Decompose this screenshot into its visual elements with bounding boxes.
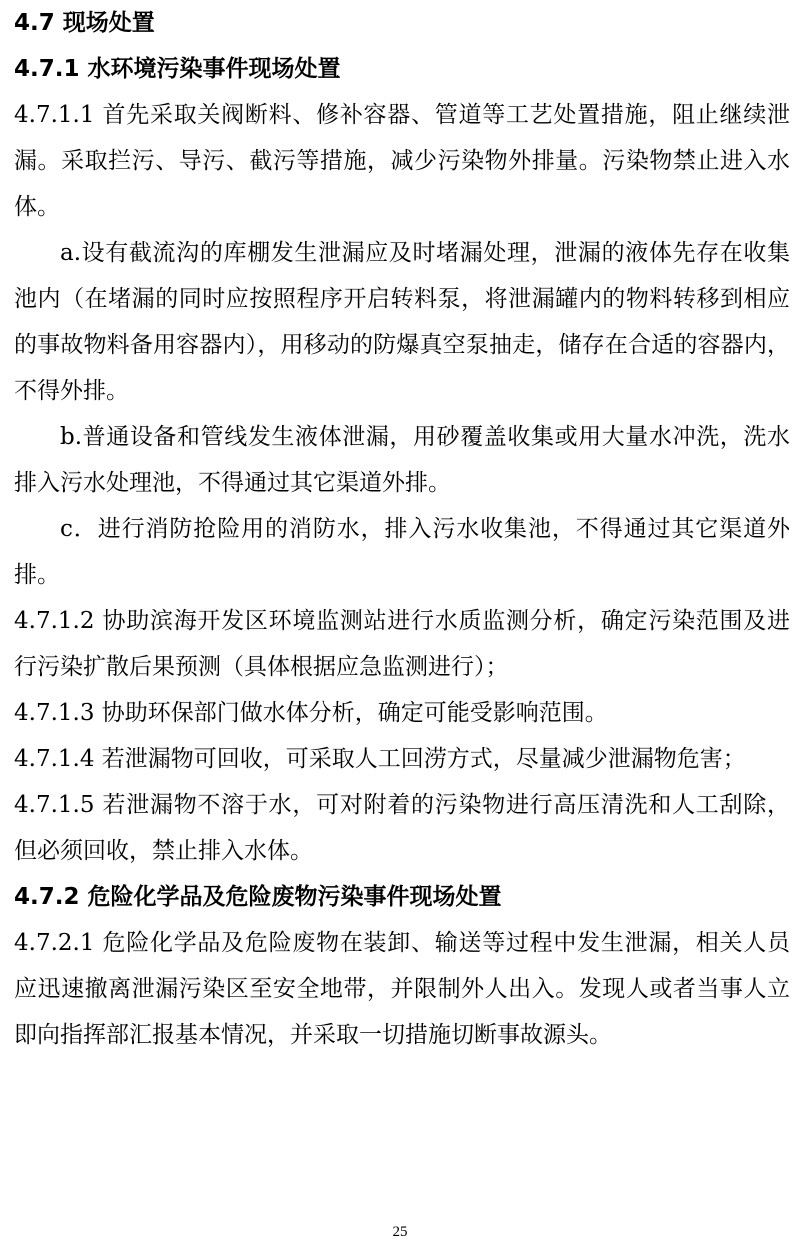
section-heading-4-7-2: 4.7.2 危险化学品及危险废物污染事件现场处置 xyxy=(14,884,502,910)
paragraph-4-7-1-3: 4.7.1.3 协助环保部门做水体分析，确定可能受影响范围。 xyxy=(14,700,608,726)
paragraph-item-a: a.设有截流沟的库棚发生泄漏应及时堵漏处理，泄漏的液体先存在收集池内（在堵漏的同时应按照程序开启转料泵，将泄漏罐内的物料转移到相应的事故物料备用容器内），用移动的防爆真空泵抽走，储存在合适的容器内，不得外排。 xyxy=(14,240,790,404)
page-number: 25 xyxy=(392,1224,408,1240)
paragraph-4-7-1-2: 4.7.1.2 协助滨海开发区环境监测站进行水质监测分析，确定污染范围及进行污染扩散后果预测（具体根据应急监测进行）； xyxy=(14,608,790,680)
paragraph-4-7-2-1: 4.7.2.1 危险化学品及危险废物在装卸、输送等过程中发生泄漏，相关人员应迅速撤离泄漏污染区至安全地带，并限制外人出入。发现人或者当事人立即向指挥部汇报基本情况，并采取一切措施切断事故源头。 xyxy=(14,930,790,1048)
paragraph-4-7-1-4: 4.7.1.4 若泄漏物可回收，可采取人工回涝方式，尽量减少泄漏物危害； xyxy=(14,746,746,772)
paragraph-4-7-1-5: 4.7.1.5 若泄漏物不溶于水，可对附着的污染物进行高压清洗和人工刮除，但必须回收，禁止排入水体。 xyxy=(14,792,790,864)
paragraph-item-c: c．进行消防抢险用的消防水，排入污水收集池，不得通过其它渠道外排。 xyxy=(14,516,790,588)
document-page xyxy=(14,0,790,1058)
section-heading-4-7: 4.7 现场处置 xyxy=(14,10,155,36)
paragraph-item-b: b.普通设备和管线发生液体泄漏，用砂覆盖收集或用大量水冲洗，洗水排入污水处理池，不得通过其它渠道外排。 xyxy=(14,424,790,496)
section-heading-4-7-1: 4.7.1 水环境污染事件现场处置 xyxy=(14,56,341,82)
paragraph-4-7-1-1: 4.7.1.1 首先采取关阀断料、修补容器、管道等工艺处置措施，阻止继续泄漏。采取拦污、导污、截污等措施，减少污染物外排量。污染物禁止进入水体。 xyxy=(14,102,790,220)
